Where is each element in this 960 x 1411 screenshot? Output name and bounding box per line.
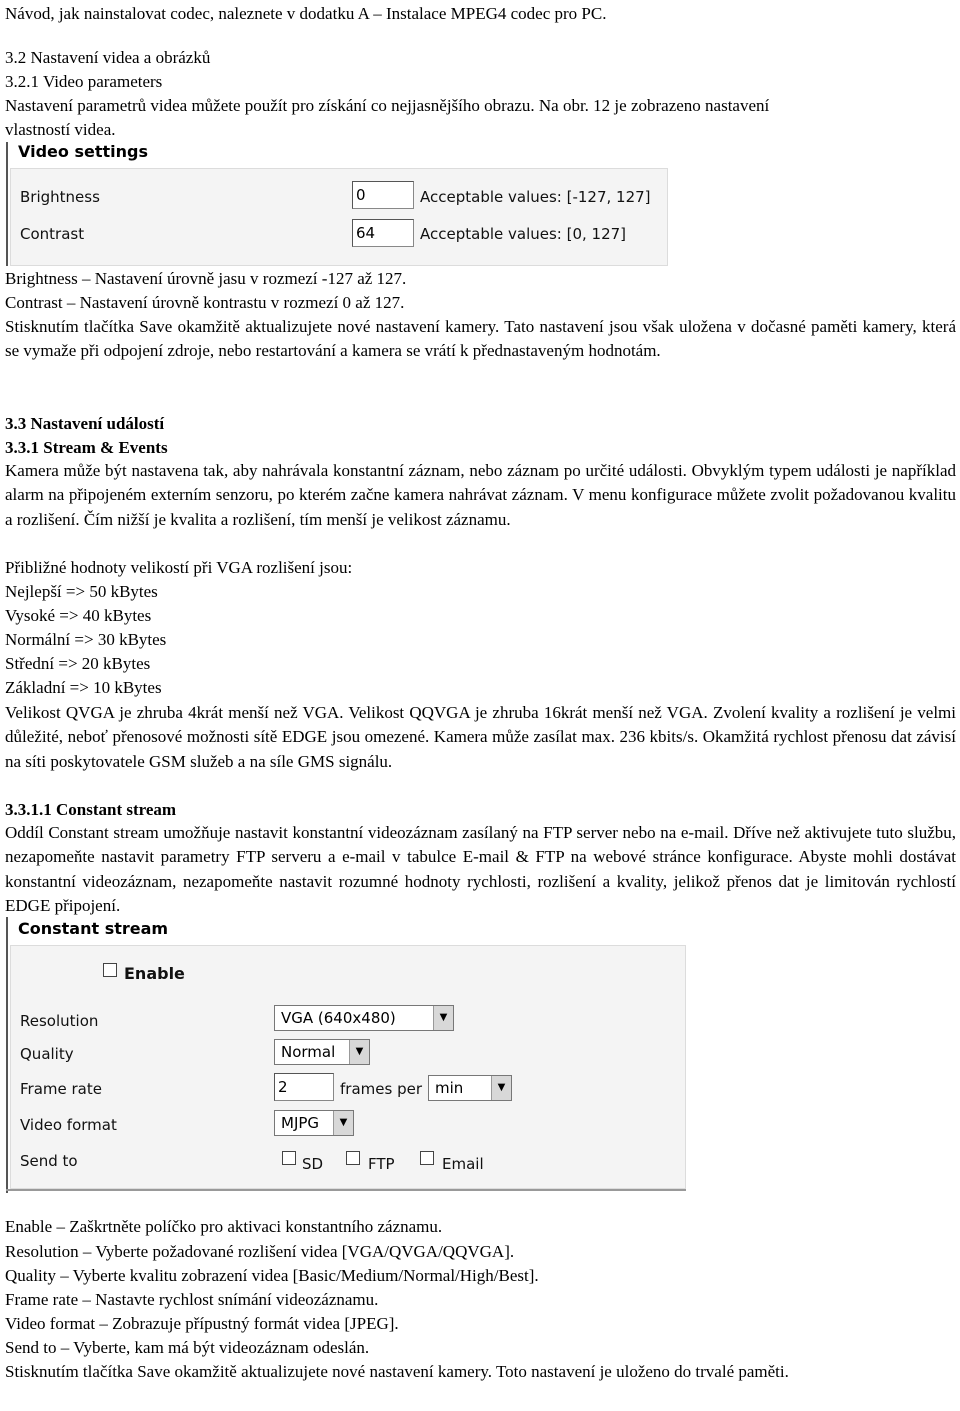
quality-label: Quality: [20, 1045, 74, 1063]
contrast-label: Contrast: [20, 225, 85, 243]
frame-rate-label: Frame rate: [20, 1080, 102, 1098]
send-email-label: Email: [442, 1155, 484, 1173]
video-settings-panel: [10, 168, 668, 266]
enable-checkbox[interactable]: [103, 963, 117, 977]
resolution-label: Resolution: [20, 1012, 99, 1030]
save-note: Stisknutím tlačítka Save okamžitě aktualizujete nové nastavení kamery. Tato nastavení jsou však uložena v dočasné paměti kamery, která se vymaže při odpojení zdroje, nebo restartování a kamera se vrátí k přednastaveným hodnotám.: [5, 317, 956, 361]
desc-enable: Enable – Zaškrtněte políčko pro aktivaci konstantního záznamu.: [5, 1217, 443, 1236]
resolution-value: VGA (640x480): [281, 1009, 396, 1027]
chevron-down-icon: ▼: [349, 1040, 369, 1064]
frames-per-select[interactable]: [428, 1075, 512, 1101]
frame-rate-input[interactable]: 2: [274, 1073, 334, 1101]
heading-3-2-1: 3.2.1 Video parameters: [5, 72, 163, 91]
chevron-down-icon: ▼: [433, 1006, 453, 1030]
quality-select[interactable]: [274, 1039, 370, 1065]
sizes-intro: Přibližné hodnoty velikostí při VGA rozlišení jsou:: [5, 558, 353, 577]
constant-stream-title: Constant stream: [18, 919, 169, 938]
video-intro-line-2: vlastností videa.: [5, 120, 116, 139]
video-settings-figure: [0, 140, 680, 268]
enable-label: Enable: [124, 964, 185, 983]
brightness-input[interactable]: 0: [352, 181, 414, 209]
brightness-label: Brightness: [20, 188, 100, 206]
contrast-input[interactable]: 64: [352, 219, 414, 247]
send-ftp-label: FTP: [368, 1155, 395, 1173]
size-item: Střední => 20 kBytes: [5, 654, 151, 673]
send-sd-checkbox[interactable]: [282, 1151, 296, 1165]
intro-line: Návod, jak nainstalovat codec, naleznete v dodatku A – Instalace MPEG4 codec pro PC.: [5, 4, 607, 23]
frames-per-value: min: [435, 1079, 464, 1097]
send-sd-label: SD: [302, 1155, 324, 1173]
desc-quality: Quality – Vyberte kvalitu zobrazení videa [Basic/Medium/Normal/High/Best].: [5, 1266, 539, 1285]
figure-bottom-border: [6, 1189, 686, 1191]
size-item: Normální => 30 kBytes: [5, 630, 167, 649]
contrast-hint: Acceptable values: [0, 127]: [420, 225, 627, 243]
desc-send-to: Send to – Vyberte, kam má být videozáznam odeslán.: [5, 1338, 370, 1357]
heading-3-3-1: 3.3.1 Stream & Events: [5, 438, 168, 457]
desc-resolution: Resolution – Vyberte požadované rozlišení videa [VGA/QVGA/QQVGA].: [5, 1242, 515, 1261]
frames-per-label: frames per: [340, 1080, 422, 1098]
brightness-hint: Acceptable values: [-127, 127]: [420, 188, 651, 206]
figure-left-border: [6, 142, 8, 266]
constant-para: Oddíl Constant stream umožňuje nastavit konstantní videozáznam zasílaný na FTP server nebo na e-mail. Dříve než aktivujete tuto službu, nezapomeňte nastavit parametry FTP serveru a e-mail v tabulce E-mail & FTP na webové stránce konfigurace. Abyste mohli dostávat konstantní videozáznam, nezapomeňte nastavit rozumné hodnoty rychlosti, rozlišení a kvality, jelikož přenos dat je limitován rychlostí EDGE připojení.: [5, 823, 956, 915]
desc-frame-rate: Frame rate – Nastavte rychlost snímání videozáznamu.: [5, 1290, 379, 1309]
send-ftp-checkbox[interactable]: [346, 1151, 360, 1165]
size-item: Nejlepší => 50 kBytes: [5, 582, 158, 601]
constant-stream-figure: [0, 915, 690, 1195]
send-to-label: Send to: [20, 1152, 78, 1170]
final-note: Stisknutím tlačítka Save okamžitě aktualizujete nové nastavení kamery. Toto nastavení je uloženo do trvalé paměti.: [5, 1362, 789, 1381]
video-intro-line-1: Nastavení parametrů videa můžete použít pro získání co nejjasnějšího obrazu. Na obr. 12 je zobrazeno nastavení: [5, 96, 770, 115]
send-email-checkbox[interactable]: [420, 1151, 434, 1165]
video-format-label: Video format: [20, 1116, 117, 1134]
desc-video-format: Video format – Zobrazuje přípustný formát videa [JPEG].: [5, 1314, 399, 1333]
heading-3-2: 3.2 Nastavení videa a obrázků: [5, 48, 211, 67]
video-settings-title: Video settings: [18, 142, 148, 161]
events-para: Kamera může být nastavena tak, aby nahrávala konstantní záznam, nebo záznam po určité události. Obvyklým typem události je například alarm na připojeném externím senzoru, po kterém začne kamera nahrávat záznam. V menu konfigurace můžete zvolit požadovanou kvalitu a rozlišení. Čím nižší je kvalita a rozlišení, tím menší je velikost záznamu.: [5, 461, 956, 529]
quality-value: Normal: [281, 1043, 336, 1061]
contrast-desc: Contrast – Nastavení úrovně kontrastu v rozmezí 0 až 127.: [5, 293, 405, 312]
size-item: Vysoké => 40 kBytes: [5, 606, 152, 625]
chevron-down-icon: ▼: [491, 1076, 511, 1100]
brightness-desc: Brightness – Nastavení úrovně jasu v rozmezí -127 až 127.: [5, 269, 407, 288]
heading-3-3: 3.3 Nastavení událostí: [5, 414, 165, 433]
size-item: Základní => 10 kBytes: [5, 678, 162, 697]
chevron-down-icon: ▼: [333, 1111, 353, 1135]
figure-left-border: [6, 917, 8, 1193]
qvga-para: Velikost QVGA je zhruba 4krát menší než VGA. Velikost QQVGA je zhruba 16krát menší než VGA. Zvolení kvality a rozlišení je velmi důležité, neboť přenosové možnosti sítě EDGE jsou omezené. Kamera může zasílat max. 236 kbits/s. Okamžitá rychlost přenosu dat závisí na síti poskytovatele GSM služeb a na síle GMS signálu.: [5, 703, 956, 771]
heading-3-3-1-1: 3.3.1.1 Constant stream: [5, 800, 177, 819]
video-format-select[interactable]: [274, 1110, 354, 1136]
video-format-value: MJPG: [281, 1114, 320, 1132]
resolution-select[interactable]: [274, 1005, 454, 1031]
